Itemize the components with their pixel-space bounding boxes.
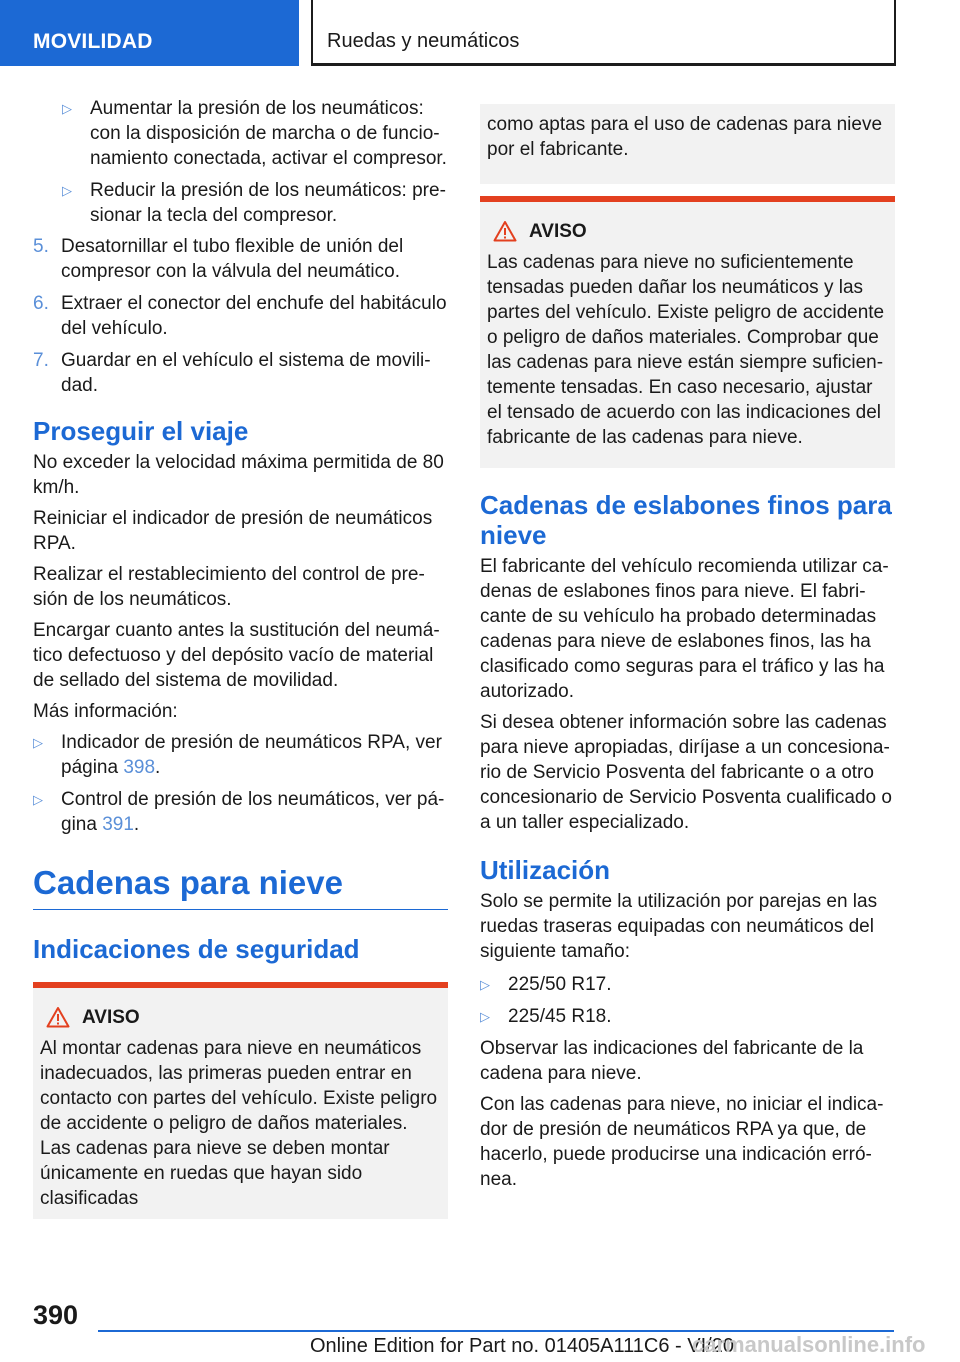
warning-title [40, 1006, 441, 1030]
reference-item [33, 730, 448, 780]
watermark: carmanualsonline.info [692, 1332, 926, 1357]
header-chapter-label: Ruedas y neumáticos [327, 30, 520, 52]
paragraph: Solo se permite la utilización por parejas en las ruedas traseras equipadas con neumáticos del siguiente tamaño: [480, 891, 878, 962]
page-number: 390 [33, 1300, 79, 1330]
step-item [33, 348, 448, 398]
left-column [33, 96, 448, 1219]
section-heading-use: Utilización [480, 855, 611, 885]
step-text: Guardar en el vehículo el sistema de movilidad. [61, 350, 431, 396]
warning-continued-text: como aptas para el uso de cadenas para nieve por el fabricante. [487, 114, 883, 160]
size-item [480, 1004, 895, 1029]
sub-list-text: Aumentar la presión de los neumáticos: con la disposición de marcha o de funcionamiento conectada, activar el compresor. [90, 98, 447, 169]
step-number: 6. [33, 293, 49, 314]
paragraph: Si desea obtener información sobre las cadenas para nieve apropiadas, diríjase a un concesionario de Servicio Posventa del fabricante o a otro concesionario de Servicio Posventa cualificado o a un taller especializado. [480, 712, 892, 833]
page-link[interactable]: 391 [102, 814, 134, 835]
paragraph: Más información: [33, 701, 178, 722]
size-item [480, 972, 895, 997]
warning-box-continued [480, 104, 895, 184]
reference-end: . [155, 757, 161, 778]
chapter-title: Cadenas para nieve [33, 864, 343, 901]
size-text: 225/45 R18. [508, 1006, 612, 1027]
step-number: 7. [33, 350, 49, 371]
warning-triangle-icon [46, 1006, 70, 1028]
paragraph: Con las cadenas para nieve, no iniciar el indicador de presión de neumáticos RPA ya que, de hacerlo, puede producirse una indicación errónea. [480, 1094, 884, 1190]
triangle-right-icon: ▷ [480, 977, 490, 992]
paragraph: Observar las indicaciones del fabricante de la cadena para nieve. [480, 1038, 864, 1084]
sub-list-item [62, 96, 448, 171]
triangle-right-icon: ▷ [62, 183, 72, 198]
header-section-tab [0, 0, 299, 66]
paragraph: Realizar el restablecimiento del control de presión de los neumáticos. [33, 564, 425, 610]
triangle-right-icon: ▷ [480, 1009, 490, 1024]
warning-title-text: AVISO [82, 1007, 140, 1028]
section-heading-fine-chains: Cadenas de eslabones finos para nieve [480, 490, 892, 550]
step-number: 5. [33, 236, 49, 257]
warning-title [487, 220, 888, 244]
reference-item [33, 787, 448, 837]
section-heading-safety: Indicaciones de seguridad [33, 934, 360, 964]
reference-text: Control de presión de los neumáticos, ver página [61, 789, 445, 835]
triangle-right-icon: ▷ [62, 101, 72, 116]
step-item [33, 291, 448, 341]
warning-box [33, 982, 448, 1219]
paragraph: No exceder la velocidad máxima permitida de 80 km/h. [33, 452, 444, 498]
warning-triangle-icon [493, 220, 517, 242]
reference-end: . [133, 814, 140, 835]
triangle-right-icon: ▷ [33, 792, 43, 807]
reference-text: Indicador de presión de neumáticos RPA, ver página [61, 732, 442, 778]
page-link[interactable]: 398 [123, 757, 156, 778]
sub-list-item [62, 178, 448, 228]
chapter-rule [33, 909, 448, 910]
step-text: Desatornillar el tubo flexible de unión del compresor con la válvula del neumático. [61, 236, 404, 282]
warning-box [480, 196, 895, 468]
section-heading-continue: Proseguir el viaje [33, 416, 249, 446]
warning-text: Al montar cadenas para nieve en neumáticos inadecuados, las primeras pueden entrar en contacto con partes del vehículo. Existe peligro de accidente o peligro de daños materiales. Las cadenas para nieve se deben montar únicamente en ruedas que hayan sido clasificadas [40, 1038, 438, 1209]
warning-title-text: AVISO [529, 221, 587, 242]
paragraph: Encargar cuanto antes la sustitución del neumático defectuoso y del depósito vacío de material de sellado del sistema de movilidad. [33, 620, 440, 691]
size-text: 225/50 R17. [508, 974, 612, 995]
sub-list-text: Reducir la presión de los neumáticos: presionar la tecla del compresor. [90, 180, 446, 226]
header-chapter-tab [311, 0, 896, 66]
header-section-label: MOVILIDAD [33, 30, 153, 53]
triangle-right-icon: ▷ [33, 735, 43, 750]
right-column [480, 104, 895, 1198]
edition-text: Online Edition for Part no. 01405A111C6 - VI/20 [310, 1335, 734, 1357]
paragraph: El fabricante del vehículo recomienda utilizar cadenas de eslabones finos para nieve. El fabricante de su vehículo ha probado determinadas cadenas para nieve de eslabones finos, las ha clasificado como seguras para el tráfico y las ha autorizado. [480, 556, 889, 702]
step-item [33, 234, 448, 284]
warning-text: Las cadenas para nieve no suficientemente tensadas pueden dañar los neumáticos y las partes del vehículo. Existe peligro de accidente o peligro de daños materiales. Comprobar que las cadenas para nieve están siempre suficientemente tensadas. En caso necesario, ajustar el tensado de acuerdo con las indicaciones del fabricante de las cadenas para nieve. [487, 252, 885, 448]
paragraph: Reiniciar el indicador de presión de neumáticos RPA. [33, 508, 433, 554]
step-text: Extraer el conector del enchufe del habitáculo del vehículo. [61, 293, 447, 339]
